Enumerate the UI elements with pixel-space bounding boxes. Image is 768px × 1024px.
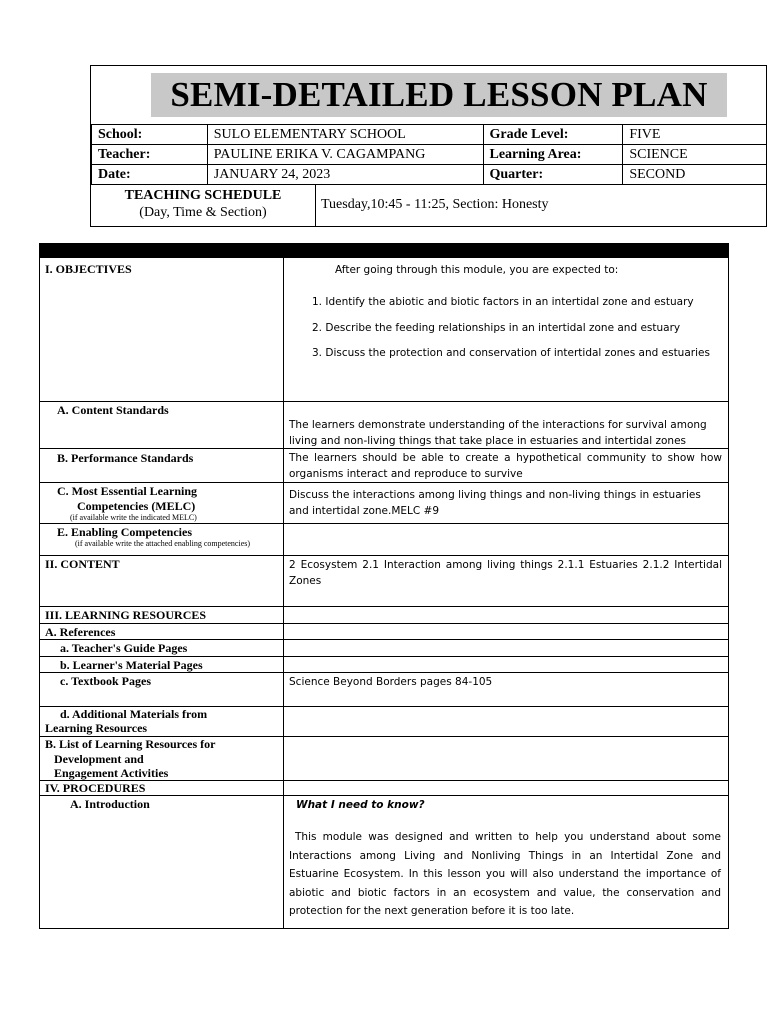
info-row <box>92 125 767 145</box>
objectives-label: I. OBJECTIVES <box>45 262 132 276</box>
objective-item: 1. Identify the abiotic and biotic factors in an intertidal zone and estuary <box>312 296 694 308</box>
date-value: JANUARY 24, 2023 <box>207 165 483 185</box>
content-value: 2 Ecosystem 2.1 Interaction among living things 2.1.1 Estuaries 2.1.2 Intertidal Zones <box>289 559 722 587</box>
info-row <box>92 165 767 185</box>
teacher-value: PAULINE ERIKA V. CAGAMPANG <box>207 145 483 165</box>
column-divider <box>283 258 284 929</box>
learning-resources-label: III. LEARNING RESOURCES <box>45 608 207 622</box>
teacher-label: Teacher: <box>92 145 208 165</box>
introduction-text: This module was designed and written to help you understand about some Interactions among Living and Nonliving Things in an Intertidal Zone and Estuarine Ecosystem. In this lesson you will also understand the importance of abiotic and biotic factors in an ecosystem and value, the conservation and protection for the next generation before it is too late. <box>289 831 721 918</box>
resource-list-label-line3: Engagement Activities <box>54 766 169 780</box>
enabling-note: (if available write the attached enabling competencies) <box>75 539 251 548</box>
melc-label-line2: Competencies (MELC) <box>77 499 196 513</box>
lesson-table <box>39 243 729 929</box>
melc-note: (if available write the indicated MELC) <box>70 513 197 522</box>
schedule-divider <box>315 184 316 227</box>
page-title: SEMI-DETAILED LESSON PLAN <box>151 73 727 117</box>
table-header-bar <box>40 244 728 258</box>
schedule-label-cell <box>91 184 315 227</box>
objectives-intro: After going through this module, you are expected to: <box>335 264 619 276</box>
resource-list-label: B. List of Learning Resources for <box>45 737 216 751</box>
row-divider <box>40 555 728 556</box>
content-label: II. CONTENT <box>45 557 120 571</box>
schedule-sublabel: (Day, Time & Section) <box>139 205 267 220</box>
quarter-value: SECOND <box>623 165 767 185</box>
row-divider <box>40 623 728 624</box>
enabling-label: E. Enabling Competencies <box>57 525 193 539</box>
references-label: A. References <box>45 625 116 639</box>
row-divider <box>40 606 728 607</box>
info-table <box>91 124 767 185</box>
row-divider <box>40 482 728 483</box>
row-divider <box>40 639 728 640</box>
resource-list-label-line2: Development and <box>54 752 144 766</box>
schedule-label: TEACHING SCHEDULE <box>124 188 282 203</box>
info-row <box>92 145 767 165</box>
lesson-plan-header <box>90 65 767 227</box>
row-divider <box>40 672 728 673</box>
area-value: SCIENCE <box>623 145 767 165</box>
melc-value: Discuss the interactions among living things and non-living things in estuaries and intertidal zone.MELC #9 <box>289 489 701 517</box>
introduction-heading: What I need to know? <box>296 799 425 811</box>
schedule-row <box>91 184 767 227</box>
row-divider <box>40 401 728 402</box>
teachers-guide-label: a. Teacher's Guide Pages <box>60 641 188 655</box>
content-standards-value: The learners demonstrate understanding of the interactions for survival among living and non-living things that take place in estuaries and intertidal zones <box>289 419 707 447</box>
additional-materials-label: d. Additional Materials from <box>60 707 208 721</box>
grade-label: Grade Level: <box>483 125 623 145</box>
textbook-label: c. Textbook Pages <box>60 674 152 688</box>
additional-materials-label-line2: Learning Resources <box>45 721 148 735</box>
content-standards-label: A. Content Standards <box>57 403 169 417</box>
row-divider <box>40 795 728 796</box>
quarter-label: Quarter: <box>483 165 623 185</box>
learners-material-label: b. Learner's Material Pages <box>60 658 203 672</box>
performance-standards-value: The learners should be able to create a hypothetical community to show how organisms interact and reproduce to survive <box>289 452 722 480</box>
school-value: SULO ELEMENTARY SCHOOL <box>207 125 483 145</box>
schedule-value: Tuesday,10:45 - 11:25, Section: Honesty <box>321 197 549 212</box>
objective-item: 3. Discuss the protection and conservation of intertidal zones and estuaries <box>312 347 710 359</box>
area-label: Learning Area: <box>483 145 623 165</box>
row-divider <box>40 523 728 524</box>
school-label: School: <box>92 125 208 145</box>
date-label: Date: <box>92 165 208 185</box>
procedures-label: IV. PROCEDURES <box>45 781 146 795</box>
row-divider <box>40 656 728 657</box>
textbook-value: Science Beyond Borders pages 84-105 <box>289 676 493 688</box>
grade-value: FIVE <box>623 125 767 145</box>
introduction-label: A. Introduction <box>70 797 150 811</box>
melc-label: C. Most Essential Learning <box>57 484 198 498</box>
objective-item: 2. Describe the feeding relationships in an intertidal zone and estuary <box>312 322 681 334</box>
performance-standards-label: B. Performance Standards <box>57 451 194 465</box>
